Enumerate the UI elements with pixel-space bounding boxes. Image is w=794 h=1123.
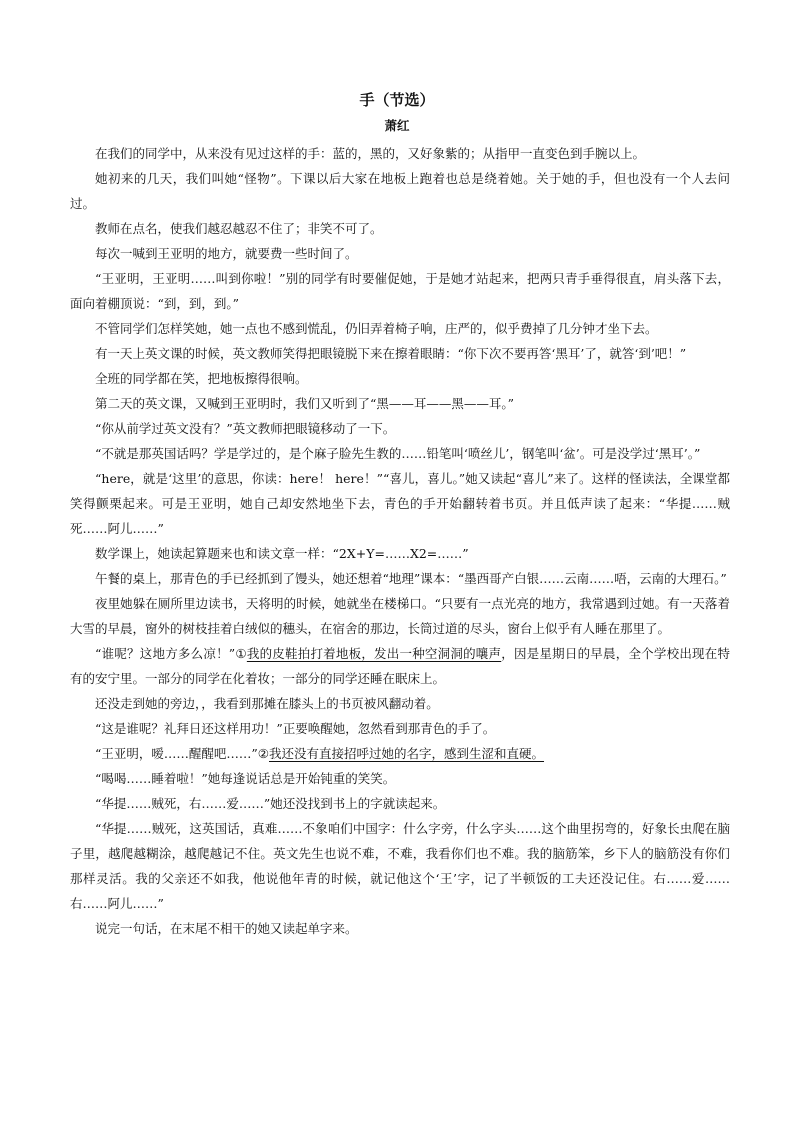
- paragraph: “这是谁呢？礼拜日还这样用功！”正要唤醒她，忽然看到那青色的手了。: [95, 721, 496, 736]
- paragraph: 不管同学们怎样笑她，她一点也不感到慌乱，仍旧弄着椅子响，庄严的，似乎费掉了几分钟才坐下去。: [95, 321, 658, 336]
- paragraph: “王亚明，王亚明……叫到你啦！”别的同学有时要催促她，于是她才站起来，把两只青手垂得很直，肩头落下去，面向着棚顶说：“到，到，到。”: [70, 271, 730, 311]
- paragraph: “华提……贼死，右……爱……”她还没找到书上的字就读起来。: [95, 796, 446, 811]
- annotation-marker-2: ②: [257, 746, 269, 761]
- paragraph: 每次一喊到王亚明的地方，就要费一些时间了。: [95, 246, 358, 261]
- paragraph: 她初来的几天，我们叫她“怪物”。下课以后大家在地板上跑着也总是绕着她。关于她的手，但也没有一个人去问过。: [70, 171, 730, 211]
- document-body: [70, 141, 730, 941]
- document-author: 萧红: [384, 118, 410, 133]
- paragraph: “喝喝……睡着啦！”她每逢说话总是开始钝重的笑笑。: [95, 771, 396, 786]
- paragraph: 第二天的英文课，又喊到王亚明时，我们又听到了“黑——耳——黑——耳。”: [95, 396, 515, 411]
- paragraph: 还没走到她的旁边，，我看到那摊在膝头上的书页被风翻动着。: [95, 696, 439, 711]
- paragraph: “你从前学过英文没有？”英文教师把眼镜移动了一下。: [95, 421, 396, 436]
- paragraph-rest: ，因是星期日的早晨，全个学校出现在特有的安宁里。一部分的同学在化着妆；一部分的同学还睡在眠床上。: [70, 646, 730, 686]
- paragraph: 说完一句话，在末尾不相干的她又读起单字来。: [95, 921, 358, 936]
- paragraph-lead: “谁呢？这地方多么凉！”: [95, 646, 236, 661]
- annotation-marker-1: ①: [235, 646, 247, 661]
- underlined-sentence-1: 我的皮鞋拍打着地板，发出一种空洞洞的嚷声: [246, 646, 502, 661]
- paragraph: “华提……贼死，这英国话，真难……不象咱们中国字：什么字旁，什么字头……这个曲里拐弯的，好象长虫爬在脑子里，越爬越糊涂，越爬越记不住。英文先生也说不难，不难，我看你们也不难。我的脑筋笨，乡下人的脑筋没有你们那样灵活。我的父亲还不如我，他说他年青的时候，就记他这个‘王’字，记了半顿饭的工夫还没记住。右……爱……右……阿儿……”: [70, 821, 730, 911]
- paragraph: 数学课上，她读起算题来也和读文章一样：“2X+Y=……X2=……”: [95, 546, 469, 561]
- paragraph: 夜里她躲在厕所里边读书，天将明的时候，她就坐在楼梯口。“只要有一点光亮的地方，我常遇到过她。有一天落着大雪的早晨，窗外的树枝挂着白绒似的穗头，在宿舍的那边，长筒过道的尽头，窗台上似乎有人睡在那里了。: [70, 596, 730, 636]
- paragraph-annotated-2: [70, 741, 730, 766]
- paragraph: 在我们的同学中，从来没有见过这样的手：蓝的，黑的，又好象紫的；从指甲一直变色到手腕以上。: [95, 146, 646, 161]
- paragraph: 午餐的桌上，那青色的手已经抓到了馒头，她还想着“地理”课本：“墨西哥产白银……云南……唔，云南的大理石。”: [95, 571, 727, 586]
- paragraph: 全班的同学都在笑，把地板擦得很响。: [95, 371, 308, 386]
- underlined-sentence-2: 我还没有直接招呼过她的名字，感到生涩和直硬。: [269, 746, 545, 761]
- paragraph: 有一天上英文课的时候，英文教师笑得把眼镜脱下来在擦着眼睛：“你下次不要再答‘黑耳’了，就答‘到’吧！”: [95, 346, 687, 361]
- document-title: 手（节选）: [359, 91, 435, 109]
- paragraph: “不就是那英国话吗？学是学过的，是个麻子脸先生教的……铅笔叫‘喷丝儿’，钢笔叫‘盆’。可是没学过‘黑耳’。”: [95, 446, 701, 461]
- paragraph: 教师在点名，使我们越忍越忍不住了；非笑不可了。: [95, 221, 383, 236]
- paragraph: “here，就是‘这里’的意思，你读：here！ here！”“喜儿，喜儿。”她又读起“喜儿”来了。这样的怪读法，全课堂都笑得颤栗起来。可是王亚明，她自己却安然地坐下去，青色的手开始翻转着书页。并且低声读了起来：“华提……贼死……阿儿……”: [70, 471, 730, 536]
- paragraph-lead: “王亚明，嗳……醒醒吧……”: [95, 746, 258, 761]
- paragraph-annotated-1: [70, 641, 730, 691]
